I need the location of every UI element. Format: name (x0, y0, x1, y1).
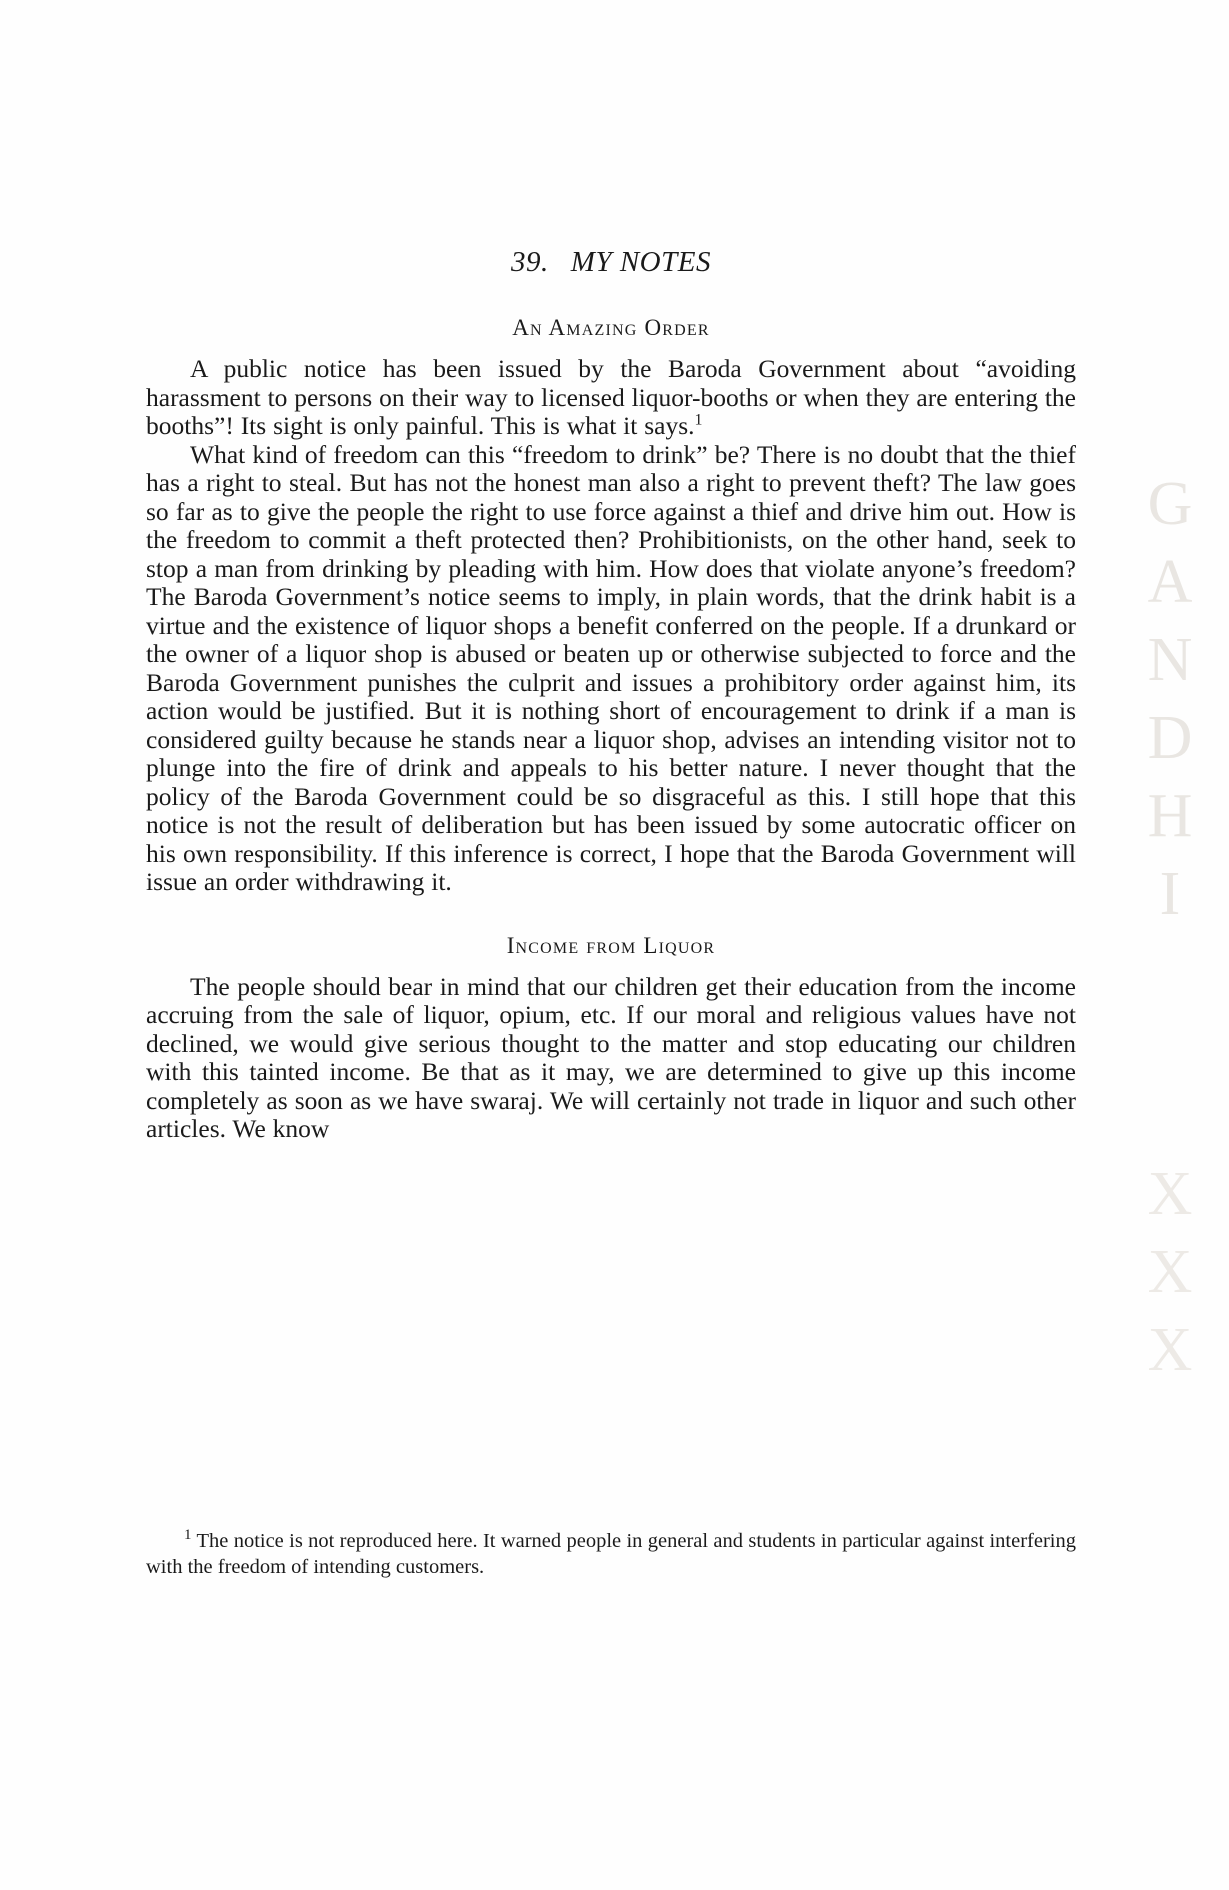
footnote-text: The notice is not reproduced here. It warned people in general and students in particular against interfering with the freedom of intending customers. (146, 1530, 1076, 1579)
footnote (146, 1528, 1076, 1580)
paragraph-text: A public notice has been issued by the Baroda Government about “avoiding harassment to persons on their way to licensed liquor-booths or when they are entering the booths”! Its sight is only painful. This is what it says. (146, 354, 1076, 440)
section-heading-1: An Amazing Order (512, 315, 710, 340)
section-heading-2: Income from Liquor (506, 932, 716, 958)
page-content (146, 0, 1076, 1144)
page-title (146, 246, 1076, 279)
footnote-number: 1 (184, 1527, 192, 1544)
footnote-marker: 1 (694, 411, 703, 429)
chapter-title: MY NOTES (570, 246, 711, 278)
chapter-number: 39. (511, 246, 549, 278)
paragraph: What kind of freedom can this “freedom to drink” be? There is no doubt that the thief has a right to steal. But has not the honest man also a right to prevent theft? The law goes so far as to give the people the right to use force against a thief and drive him out. How is the freedom to commit a theft protected then? Prohibitionists, on the other hand, seek to stop a man from drinking by pleading with him. How does that violate anyone’s freedom? The Baroda Government’s notice seems to imply, in plain words, that the drink habit is a virtue and the existence of liquor shops a benefit conferred on the people. If a drunkard or the owner of a liquor shop is abused or beaten up or otherwise subjected to force and the Baroda Government punishes the culprit and issues a prohibitory order against him, its action would be justified. But it is nothing short of encouragement to drink if a man is considered guilty because he stands near a liquor shop, advises an intending visitor not to plunge into the fire of drink and appeals to his better nature. I never thought that the policy of the Baroda Government could be so disgraceful as this. I still hope that this notice is not the result of deliberation but has been issued by some autocratic officer on his own responsibility. If this inference is correct, I hope that the Baroda Government will issue an order withdrawing it. (146, 439, 1076, 896)
paragraph (146, 355, 1076, 441)
footnote-area (146, 1528, 1076, 1580)
paragraph: The people should bear in mind that our children get their education from the income accruing from the sale of liquor, opium, etc. If our moral and religious values have not declined, we would give serious thought to the matter and stop educating our children with this tainted income. Be that as it may, we are determined to give up this income completely as soon as we have swaraj. We will certainly not trade in liquor and such other articles. We know (146, 971, 1076, 1143)
watermark-volume: XXX (1136, 1160, 1204, 1394)
watermark-text: GANDHI (1136, 470, 1204, 938)
